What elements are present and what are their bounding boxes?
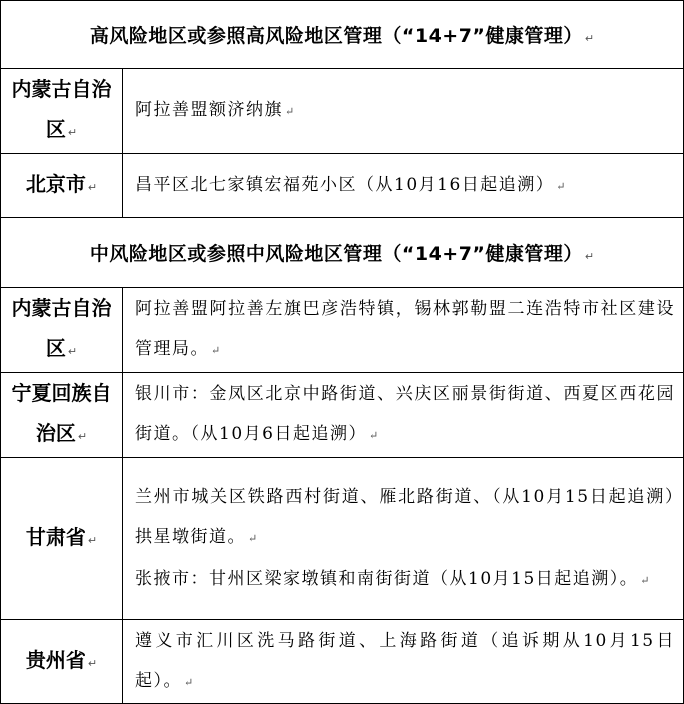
table-row — [1, 69, 684, 154]
area-cell: 遵义市汇川区洗马路街道、上海路街道（追诉期从10月15日起）。 ↵ — [123, 620, 684, 704]
table-row — [1, 458, 684, 620]
region-cell: 北京市 ↵ — [1, 154, 123, 218]
area-cell: 昌平区北七家镇宏福苑小区（从10月16日起追溯） ↵ — [123, 154, 684, 218]
area-cell: 兰州市城关区铁路西村街道、雁北路街道、（从10月15日起追溯）拱星墩街道。 ↵ 张掖市：甘州区梁家墩镇和南街街道（从10月15日起追溯）。 ↵ — [123, 458, 684, 620]
medium-risk-header: 中风险地区或参照中风险地区管理（“14+7”健康管理） ↵ — [1, 218, 684, 288]
region-cell: 内蒙古自治区 ↵ — [1, 69, 123, 154]
medium-risk-header-row — [1, 218, 684, 288]
region-cell: 内蒙古自治区 ↵ — [1, 288, 123, 373]
high-risk-header: 高风险地区或参照高风险地区管理（“14+7”健康管理） ↵ — [1, 1, 684, 69]
table-row — [1, 620, 684, 704]
table-row — [1, 154, 684, 218]
region-cell: 甘肃省 ↵ — [1, 458, 123, 620]
region-cell: 宁夏回族自治区 ↵ — [1, 373, 123, 458]
table-row — [1, 373, 684, 458]
area-cell: 银川市：金凤区北京中路街道、兴庆区丽景街街道、西夏区西花园街道。（从10月6日起追溯） ↵ — [123, 373, 684, 458]
area-cell: 阿拉善盟阿拉善左旗巴彦浩特镇，锡林郭勒盟二连浩特市社区建设管理局。 ↵ — [123, 288, 684, 373]
table-row — [1, 288, 684, 373]
area-cell: 阿拉善盟额济纳旗 ↵ — [123, 69, 684, 154]
region-cell: 贵州省 ↵ — [1, 620, 123, 704]
high-risk-header-row — [1, 1, 684, 69]
